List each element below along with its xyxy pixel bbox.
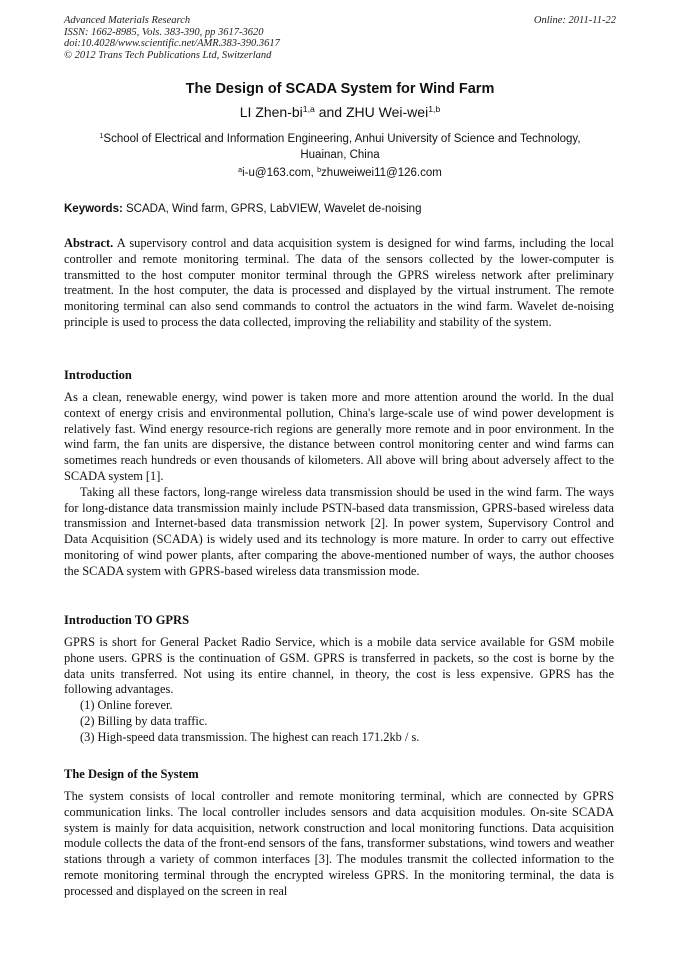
issn-line: ISSN: 1662-8985, Vols. 383-390, pp 3617-3620: [64, 26, 264, 38]
gprs-advantages-list: [80, 698, 419, 745]
email-a: i-u@163.com,: [242, 167, 318, 179]
design-heading: The Design of the System: [64, 767, 199, 781]
abstract-label: Abstract.: [64, 236, 114, 250]
intro-paragraph-1: As a clean, renewable energy, wind power is taken more and more attention around the world. In the dual context of energy crisis and environmental pollution, China's large-scale use of wind power development is relatively fast. Wind energy resource-rich regions are generally more remote and in poor environment. In the wind farm, the fan units are dispersive, the distance between control monitoring center and wind farms can sometimes reach hundreds or even thousands of kilometers. All above will bring about adversely affect to the SCADA system [1].: [64, 390, 614, 483]
design-paragraph: The system consists of local controller and remote monitoring terminal, which are connected by GPRS communication links. The local controller includes sensors and data acquisition modules. On-site SCADA system is mainly for data acquisition, network construction and local monitoring functions. Data acquisition module collects the data of the front-end sensors of the fans, transformer substations, wind towers and weather stations through a variety of common interfaces [3]. The modules transmit the collected information to the remote monitoring terminal through the encrypted wireless GPRS. In the monitoring terminal, the data is processed and displayed on the screen in real: [64, 789, 614, 898]
keywords-text: SCADA, Wind farm, GPRS, LabVIEW, Wavelet de-noising: [122, 203, 422, 215]
gprs-paragraph: GPRS is short for General Packet Radio Service, which is a mobile data service available for GSM mobile phone users. GPRS is the continuation of GSM. GPRS is transferred in packets, so the cost is borne by the data units transferred. Not using its entire channel, in theory, the cost is less expensive. GPRS has the following advantages.: [64, 635, 614, 697]
affiliation-sup: 1: [99, 132, 104, 141]
email-line: [64, 167, 616, 179]
author-2-sup: 1,b: [428, 104, 441, 115]
keywords: [64, 203, 616, 215]
keywords-label: Keywords:: [64, 203, 123, 215]
design-body: [64, 789, 614, 900]
author-2: ZHU Wei-wei: [345, 104, 429, 120]
affiliation: [80, 132, 600, 163]
gprs-heading: Introduction TO GPRS: [64, 613, 190, 627]
author-conj: and: [314, 104, 346, 120]
paper-title: The Design of SCADA System for Wind Farm: [185, 81, 495, 97]
list-item: (1) Online forever.: [80, 698, 173, 712]
email-b: zhuweiwei11@126.com: [321, 167, 442, 179]
intro-body: [64, 390, 614, 580]
intro-paragraph-2: Taking all these factors, long-range wireless data transmission should be used in the wind farm. The ways for long-distance data transmission mainly include PSTN-based data transmission, GPRS-based wireless data transmission and Internet-based data transmission network [2]. In power system, Supervisory Control and Data Acquisition (SCADA) is widely used and its technology is more mature. In order to carry out effective monitoring of wind power plants, after comparing the above-mentioned number of ways, the author chooses the SCADA system with GPRS-based wireless data transmission mode.: [64, 484, 614, 578]
email-b-sup: b: [317, 166, 322, 175]
online-date: Online: 2011-11-22: [533, 15, 616, 26]
author-1: LI Zhen-bi: [239, 104, 303, 120]
intro-heading: Introduction: [64, 368, 132, 382]
abstract-text: A supervisory control and data acquisition system is designed for wind farms, including the local controller and remote monitoring terminal. The data of the sensors collected by the lower-computer is transmitted to the host computer monitor terminal through the GPRS wireless network after preliminary treatment. In the host computer, the data is processed and displayed by the virtual instrument. The remote monitoring terminal can also send commands to control the actuators in the wind farm. Wavelet de-noising principle is used to process the data collected, improving the reliability and stability of the system.: [64, 236, 614, 329]
journal-header: [64, 15, 616, 61]
author-line: [64, 104, 616, 120]
email-a-sup: a: [238, 166, 243, 175]
copyright-line: © 2012 Trans Tech Publications Ltd, Switzerland: [64, 49, 272, 61]
doi-line: doi:10.4028/www.scientific.net/AMR.383-390.3617: [64, 38, 280, 49]
list-item: (2) Billing by data traffic.: [80, 713, 208, 728]
affiliation-text: School of Electrical and Information Engineering, Anhui University of Science and Technology, Huainan, China: [103, 133, 581, 161]
abstract: [64, 236, 614, 331]
author-1-sup: 1,a: [302, 104, 315, 115]
gprs-body: [64, 635, 614, 698]
list-item: (3) High-speed data transmission. The highest can reach 171.2kb / s.: [80, 729, 420, 744]
journal-name: Advanced Materials Research: [64, 15, 191, 26]
